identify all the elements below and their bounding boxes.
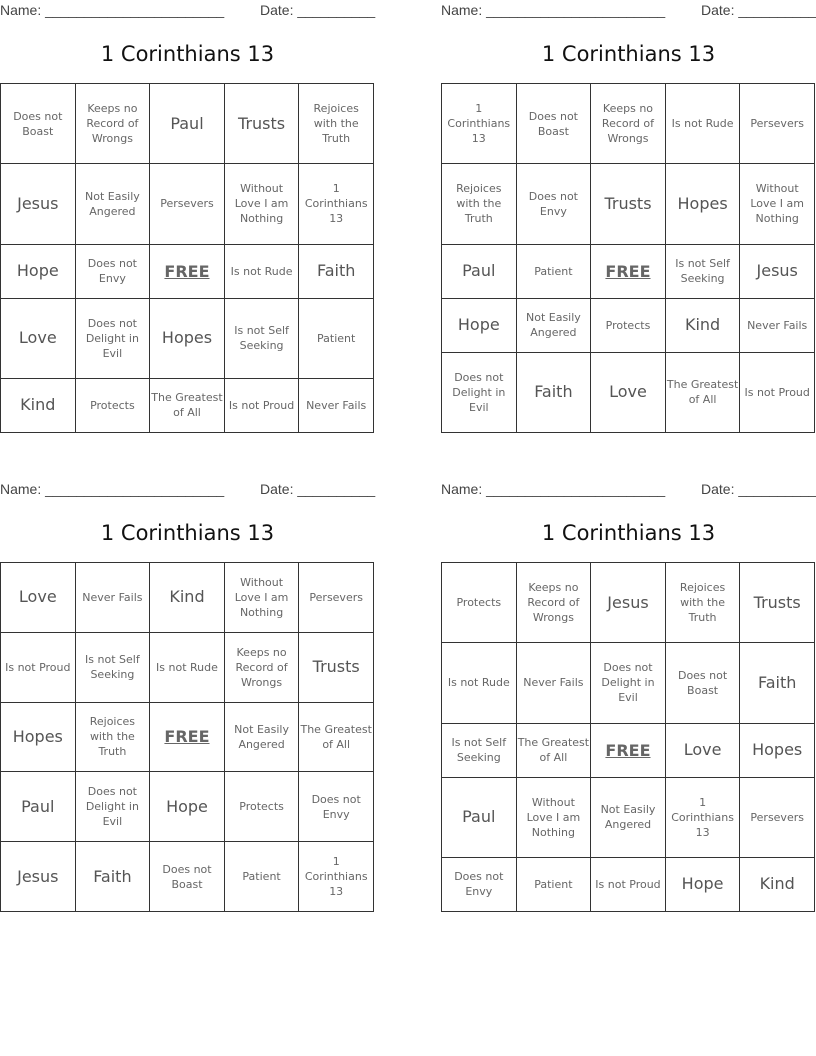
bingo-cell: The Greatest of All [299,702,374,772]
bingo-cell: Love [1,298,76,378]
date-field: Date: __________ [260,2,376,18]
grid-row [442,298,815,352]
free-space: FREE [150,702,225,772]
bingo-cell: Hope [1,244,76,298]
name-field: Name: _______________________ [441,481,666,497]
bingo-cell: Kind [740,857,815,911]
grid-row [442,777,815,857]
bingo-cell: Paul [1,772,76,842]
bingo-cell: Faith [75,842,150,912]
bingo-cell: Kind [150,563,225,633]
bingo-cell: Not Easily Angered [75,164,150,244]
grid-row [1,702,374,772]
bingo-cell: Does not Envy [75,244,150,298]
bingo-cell: Rejoices with the Truth [75,702,150,772]
bingo-cell: Faith [299,244,374,298]
bingo-cell: Trusts [740,563,815,643]
free-space: FREE [591,244,666,298]
grid-row [442,164,815,244]
bingo-cell: Hopes [665,164,740,244]
bingo-cell: Rejoices with the Truth [442,164,517,244]
bingo-cell: Jesus [1,164,76,244]
grid-row [442,857,815,911]
bingo-cell: Faith [740,643,815,723]
bingo-cell: Trusts [591,164,666,244]
bingo-cell: Protects [591,298,666,352]
bingo-cell: Does not Boast [150,842,225,912]
bingo-cell: Hope [665,857,740,911]
bingo-cell: Keeps no Record of Wrongs [591,84,666,164]
bingo-cell: Paul [150,84,225,164]
grid-row [442,723,815,777]
bingo-cell: Hope [442,298,517,352]
bingo-cell: Keeps no Record of Wrongs [516,563,591,643]
bingo-cell: Persevers [150,164,225,244]
bingo-cell: Keeps no Record of Wrongs [224,632,299,702]
bingo-cell: Love [1,563,76,633]
bingo-cell: Persevers [740,84,815,164]
bingo-cell: Is not Self Seeking [224,298,299,378]
bingo-cell: Without Love I am Nothing [516,777,591,857]
bingo-cell: Is not Rude [150,632,225,702]
bingo-cell: The Greatest of All [665,352,740,432]
bingo-cell: Never Fails [299,378,374,432]
bingo-cell: Does not Envy [442,857,517,911]
bingo-cell: Hopes [150,298,225,378]
grid-row [1,563,374,633]
bingo-cell: Hopes [1,702,76,772]
card-header [441,479,816,499]
bingo-grid [0,562,374,912]
date-field: Date: __________ [701,2,816,18]
bingo-cell: Is not Proud [224,378,299,432]
grid-row [1,298,374,378]
card-header [441,0,816,20]
card-title: 1 Corinthians 13 [541,42,716,66]
bingo-cell: Never Fails [75,563,150,633]
bingo-cell: Jesus [740,244,815,298]
grid-row [1,244,374,298]
card-header [0,479,375,499]
bingo-cell: Without Love I am Nothing [740,164,815,244]
bingo-grid [0,83,374,433]
date-field: Date: __________ [260,481,376,497]
bingo-cell: Persevers [740,777,815,857]
bingo-cell: Protects [442,563,517,643]
bingo-cell: Love [665,723,740,777]
grid-row [1,632,374,702]
bingo-cell: Hope [150,772,225,842]
bingo-cell: Patient [516,857,591,911]
free-space: FREE [150,244,225,298]
grid-row [442,352,815,432]
bingo-cell: Does not Envy [516,164,591,244]
grid-row [442,643,815,723]
bingo-cell: Is not Rude [224,244,299,298]
bingo-cell: Not Easily Angered [224,702,299,772]
bingo-cell: Without Love I am Nothing [224,164,299,244]
bingo-cell: Kind [1,378,76,432]
bingo-cell: Not Easily Angered [516,298,591,352]
bingo-cell: Faith [516,352,591,432]
bingo-cell: Rejoices with the Truth [665,563,740,643]
name-field: Name: _______________________ [0,2,225,18]
grid-row [442,563,815,643]
bingo-grid [441,562,815,912]
bingo-cell: Does not Boast [665,643,740,723]
bingo-cell: Does not Delight in Evil [75,772,150,842]
bingo-cell: Is not Proud [740,352,815,432]
bingo-cell: 1 Corinthians 13 [442,84,517,164]
grid-row [1,84,374,164]
bingo-cell: Protects [224,772,299,842]
bingo-grid [441,83,815,433]
bingo-cell: Does not Delight in Evil [591,643,666,723]
bingo-cell: Paul [442,244,517,298]
bingo-cell: Is not Self Seeking [442,723,517,777]
name-field: Name: _______________________ [441,2,666,18]
bingo-cell: Patient [516,244,591,298]
bingo-cell: Jesus [591,563,666,643]
bingo-cell: Is not Proud [591,857,666,911]
bingo-cell: Keeps no Record of Wrongs [75,84,150,164]
bingo-cell: Jesus [1,842,76,912]
card-header [0,0,375,20]
free-space: FREE [591,723,666,777]
bingo-cell: Trusts [299,632,374,702]
bingo-cell: Without Love I am Nothing [224,563,299,633]
bingo-cell: Kind [665,298,740,352]
grid-row [442,84,815,164]
bingo-cell: Trusts [224,84,299,164]
bingo-cell: Rejoices with the Truth [299,84,374,164]
bingo-cell: Is not Self Seeking [665,244,740,298]
bingo-cell: Paul [442,777,517,857]
bingo-cell: Is not Proud [1,632,76,702]
bingo-cell: Does not Delight in Evil [75,298,150,378]
bingo-cell: Never Fails [740,298,815,352]
bingo-cell: Does not Boast [516,84,591,164]
bingo-cell: Patient [299,298,374,378]
date-field: Date: __________ [701,481,816,497]
card-title: 1 Corinthians 13 [100,521,275,545]
grid-row [1,842,374,912]
bingo-cell: Does not Boast [1,84,76,164]
grid-row [442,244,815,298]
bingo-cell: Not Easily Angered [591,777,666,857]
bingo-cell: Is not Rude [442,643,517,723]
bingo-cell: Love [591,352,666,432]
bingo-cell: 1 Corinthians 13 [299,842,374,912]
bingo-cell: Never Fails [516,643,591,723]
bingo-cell: Is not Self Seeking [75,632,150,702]
bingo-cell: Does not Delight in Evil [442,352,517,432]
bingo-cell: The Greatest of All [150,378,225,432]
bingo-cell: Hopes [740,723,815,777]
bingo-cell: Patient [224,842,299,912]
grid-row [1,772,374,842]
bingo-cell: Protects [75,378,150,432]
grid-row [1,378,374,432]
bingo-cell: Persevers [299,563,374,633]
card-title: 1 Corinthians 13 [541,521,716,545]
name-field: Name: _______________________ [0,481,225,497]
grid-row [1,164,374,244]
bingo-cell: The Greatest of All [516,723,591,777]
bingo-cell: 1 Corinthians 13 [299,164,374,244]
bingo-cell: Does not Envy [299,772,374,842]
bingo-cell: 1 Corinthians 13 [665,777,740,857]
bingo-cell: Is not Rude [665,84,740,164]
card-title: 1 Corinthians 13 [100,42,275,66]
